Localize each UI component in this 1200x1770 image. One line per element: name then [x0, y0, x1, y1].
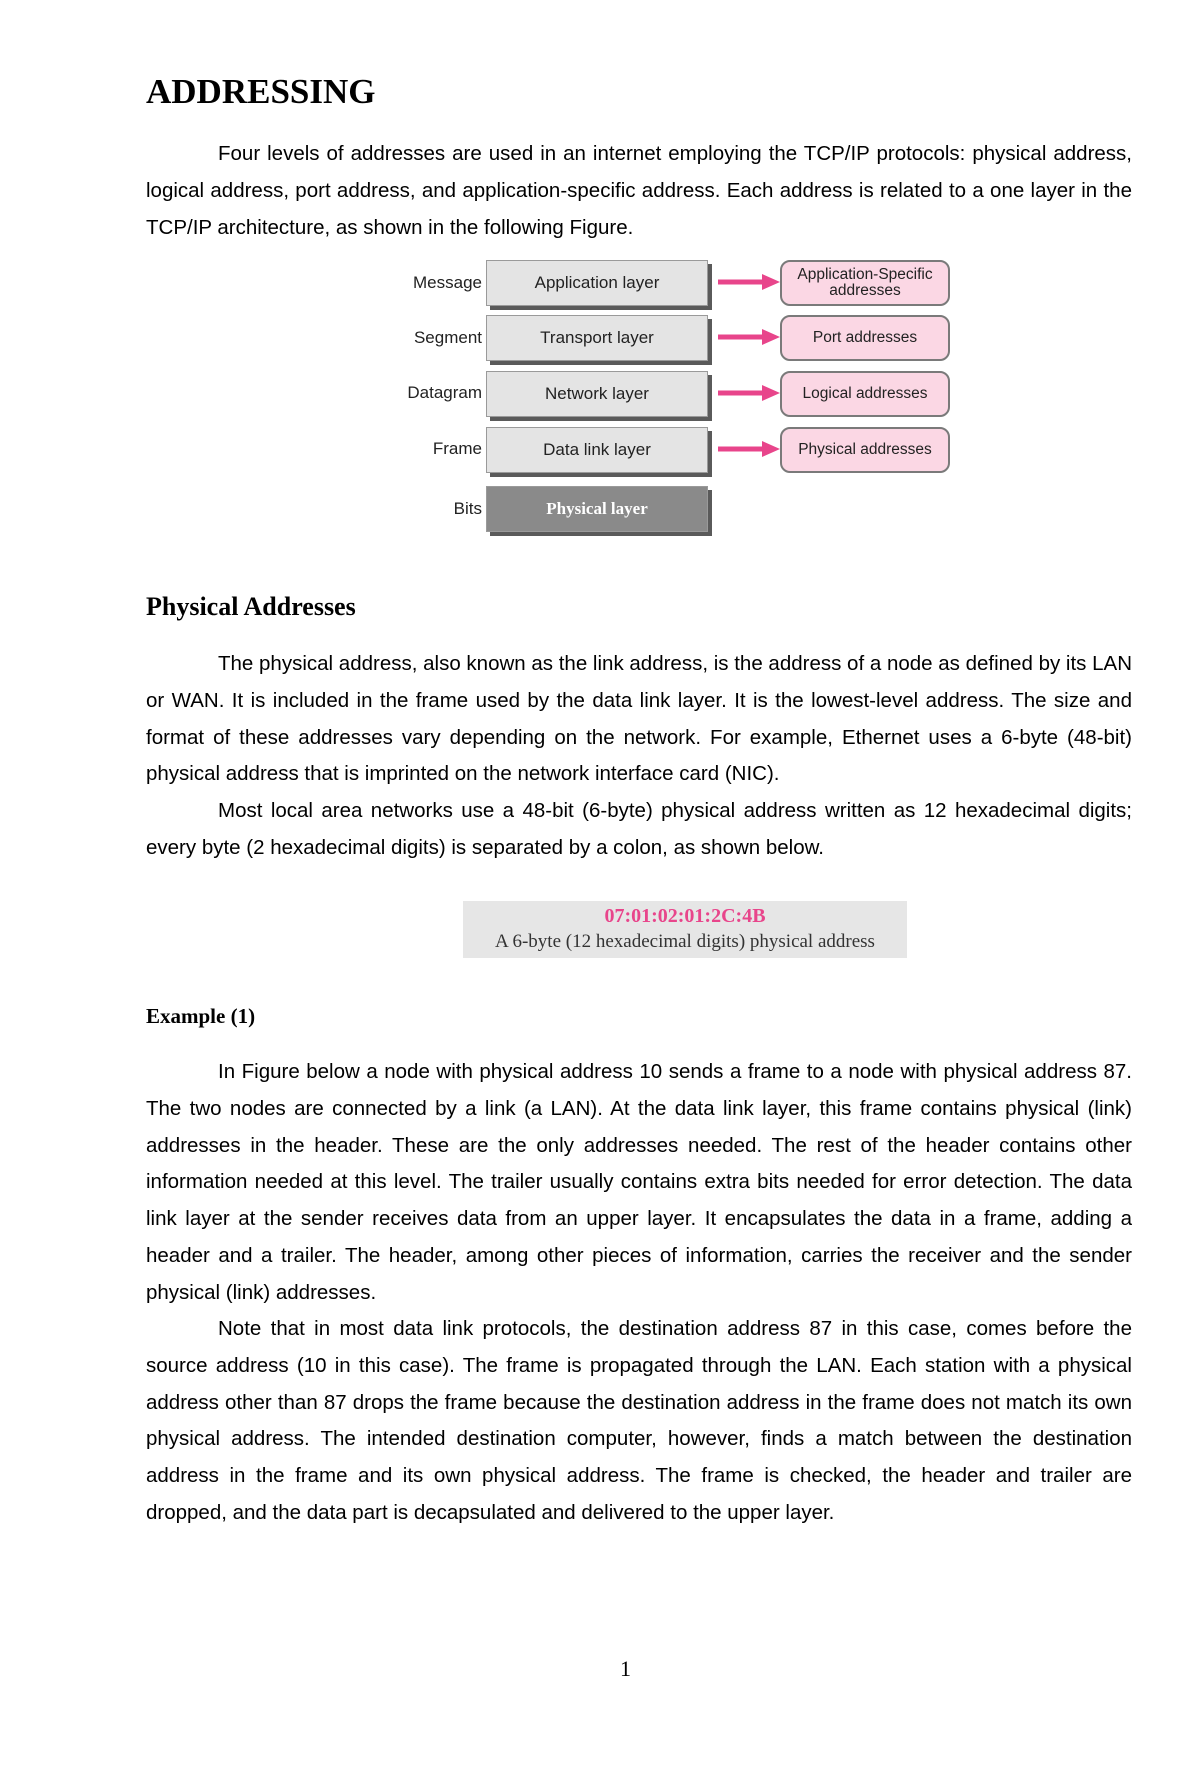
layer-physical: Physical layer: [486, 486, 708, 532]
unit-label-datagram: Datagram: [407, 383, 482, 402]
address-port: Port addresses: [780, 315, 950, 361]
address-example-value: 07:01:02:01:2C:4B: [604, 905, 766, 927]
example-paragraph-1: In Figure below a node with physical address 10 sends a frame to a node with physical address 87. The two nodes are connected by a link (a LAN). At the data link layer, this frame contains physical (link) addresses in the header. These are the only addresses needed. The rest of the header contains other information needed at this level. The trailer usually contains extra bits needed for error detection. The data link layer at the sender receives data from an upper layer. It encapsulates the data in a frame, adding a header and a trailer. The header, among other pieces of information, carries the receiver and the sender physical (link) addresses.: [146, 1060, 1132, 1304]
example-heading: Example (1): [146, 1004, 256, 1028]
physical-paragraph-1: The physical address, also known as the link address, is the address of a node as defined by its LAN or WAN. It is included in the frame used by the data link layer. It is the lowest-level address. The size and format of these addresses vary depending on the network. For example, Ethernet uses a 6-byte (48-bit) physical address that is imprinted on the network interface card (NIC).: [146, 652, 1132, 786]
address-example-box: [463, 901, 907, 958]
layer-network: Network layer: [486, 371, 708, 417]
physical-paragraph-2: Most local area networks use a 48-bit (6-byte) physical address written as 12 hexadecimal digits; every byte (2 hexadecimal digits) is separated by a colon, as shown below.: [146, 799, 1132, 859]
unit-label-frame: Frame: [432, 439, 482, 458]
address-logical: Logical addresses: [780, 371, 950, 417]
address-application-specific: Application-Specific addresses: [780, 260, 950, 306]
section-heading-physical-addresses: Physical Addresses: [146, 592, 356, 621]
layer-application: Application layer: [486, 260, 708, 306]
unit-label-message: Message: [413, 273, 482, 292]
arrow-icon: [718, 328, 780, 346]
layer-data-link: Data link layer: [486, 427, 708, 473]
arrow-icon: [718, 440, 780, 458]
example-paragraph-2: Note that in most data link protocols, the destination address 87 in this case, comes before the source address (10 in this case). The frame is propagated through the LAN. Each station with a physical address other than 87 drops the frame because the destination address in the frame does not match its own physical address. The intended destination computer, however, finds a match between the destination address in the frame and its own physical address. The frame is checked, the header and trailer are dropped, and the data part is decapsulated and delivered to the upper layer.: [146, 1317, 1132, 1524]
tcpip-address-figure: [400, 256, 960, 552]
page-title: ADDRESSING: [146, 72, 376, 111]
page-number: 1: [620, 1656, 631, 1681]
address-physical: Physical addresses: [780, 427, 950, 473]
unit-label-segment: Segment: [413, 328, 482, 347]
unit-label-bits: Bits: [453, 499, 482, 518]
layer-transport: Transport layer: [486, 315, 708, 361]
arrow-icon: [718, 273, 780, 291]
arrow-icon: [718, 384, 780, 402]
intro-paragraph: Four levels of addresses are used in an internet employing the TCP/IP protocols: physical address, logical address, port address, and application-specific address. Each address is related to a one layer in the TCP/IP architecture, as shown in the following Figure.: [146, 142, 1132, 239]
address-example-caption: A 6-byte (12 hexadecimal digits) physical address: [495, 931, 875, 952]
